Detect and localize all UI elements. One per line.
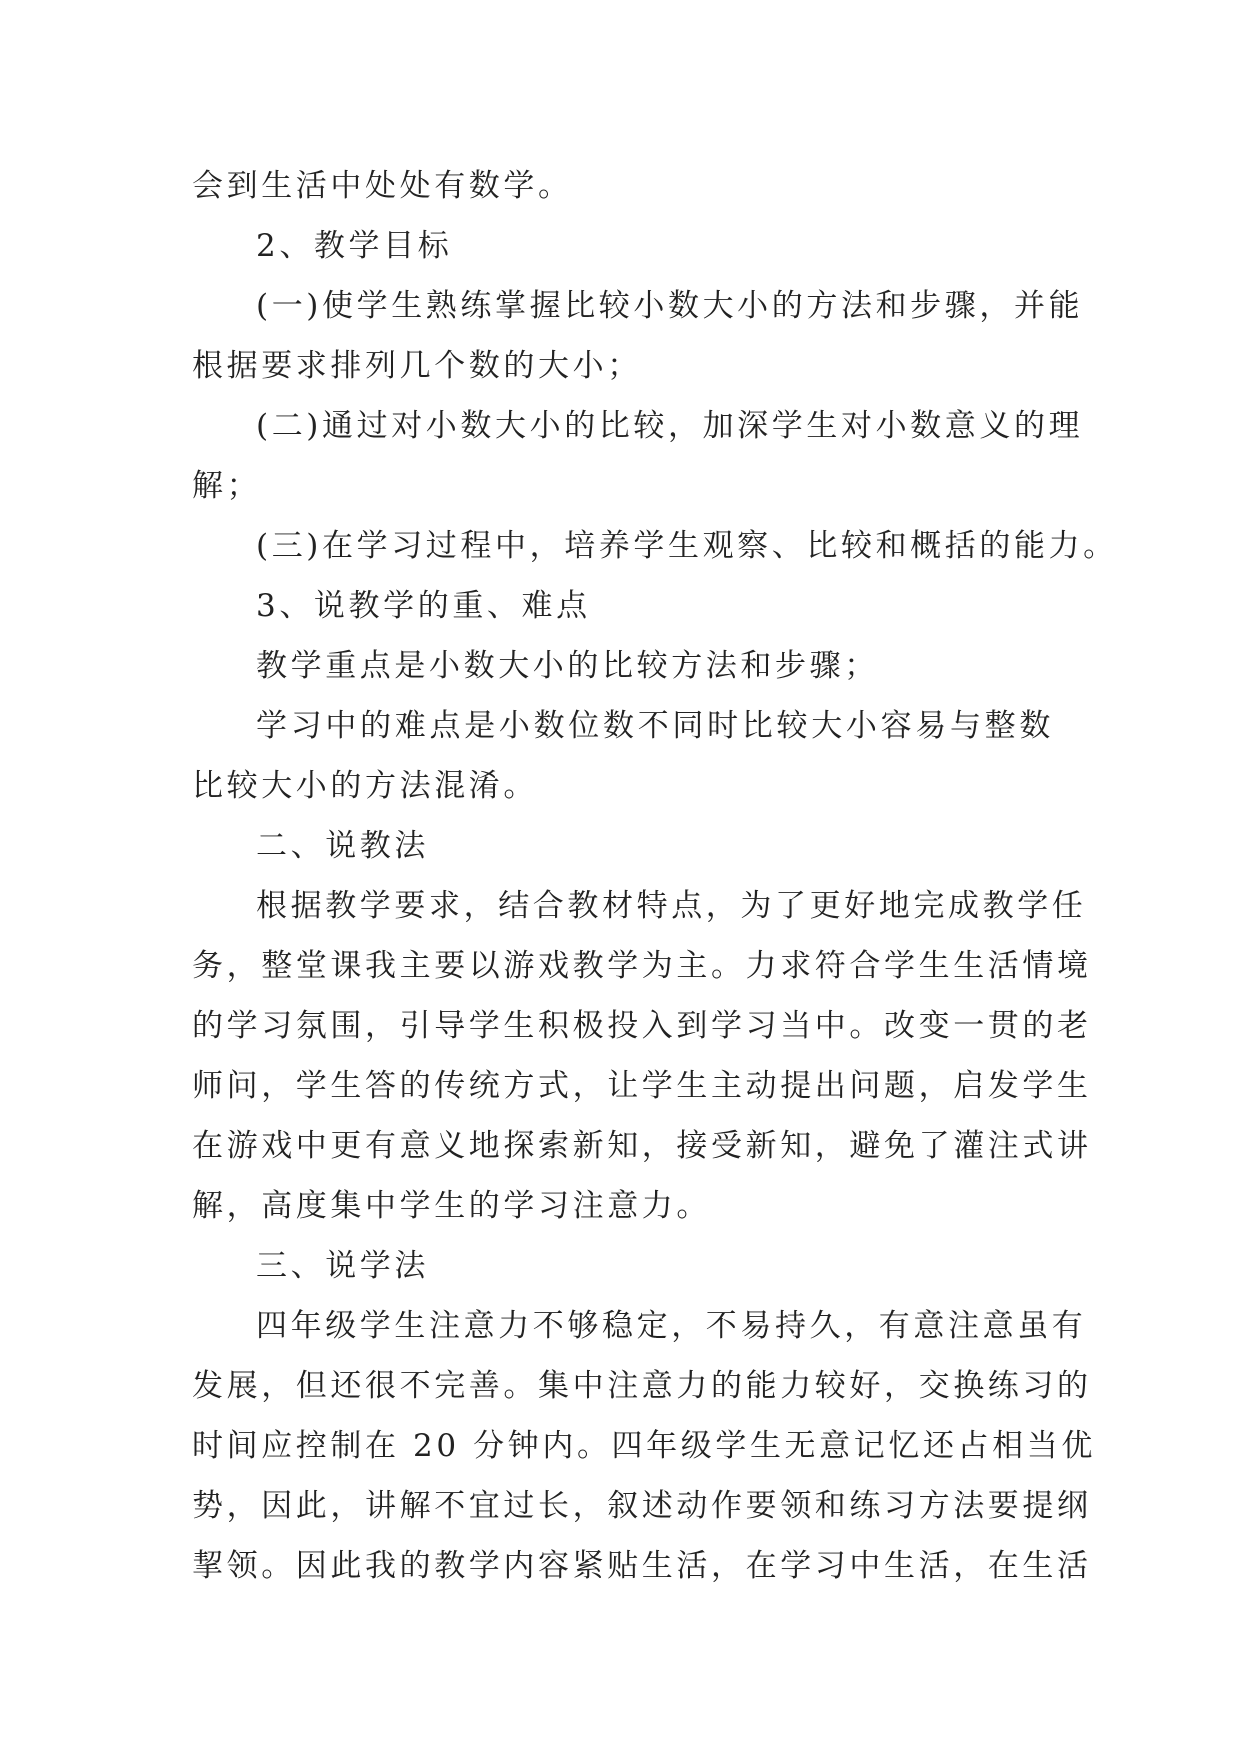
teaching-method-line-3: 的学习氛围，引导学生积极投入到学习当中。改变一贯的老 [192, 1008, 1092, 1044]
teaching-method-line-5: 在游戏中更有意义地探索新知，接受新知，避免了灌注式讲 [192, 1128, 1092, 1164]
key-point-text: 教学重点是小数大小的比较方法和步骤； [256, 648, 879, 684]
section-heading-teaching-objectives: 2、教学目标 [256, 228, 453, 264]
learning-method-line-5: 挈领。因此我的教学内容紧贴生活，在学习中生活，在生活 [192, 1548, 1092, 1584]
learning-method-line-3: 时间应控制在 20 分钟内。四年级学生无意记忆还占相当优 [192, 1428, 1096, 1464]
learning-method-line-4: 势，因此，讲解不宜过长，叙述动作要领和练习方法要提纲 [192, 1488, 1092, 1524]
objective-two-line-2: 解； [192, 468, 262, 504]
teaching-method-line-2: 务，整堂课我主要以游戏教学为主。力求符合学生生活情境 [192, 948, 1092, 984]
objective-one-line-1: (一)使学生熟练掌握比较小数大小的方法和步骤，并能 [256, 288, 1084, 324]
difficult-point-line-2: 比较大小的方法混淆。 [192, 768, 538, 804]
section-heading-key-points: 3、说教学的重、难点 [256, 588, 591, 624]
objective-two-line-1: (二)通过对小数大小的比较，加深学生对小数意义的理 [256, 408, 1084, 444]
learning-method-line-1: 四年级学生注意力不够稳定，不易持久，有意注意虽有 [256, 1308, 1087, 1344]
section-heading-teaching-method: 二、说教法 [256, 828, 429, 864]
teaching-method-line-6: 解，高度集中学生的学习注意力。 [192, 1188, 711, 1224]
teaching-method-line-1: 根据教学要求，结合教材特点，为了更好地完成教学任 [256, 888, 1087, 924]
text-line-continuation: 会到生活中处处有数学。 [192, 168, 573, 204]
difficult-point-line-1: 学习中的难点是小数位数不同时比较大小容易与整数 [256, 708, 1054, 744]
section-heading-learning-method: 三、说学法 [256, 1248, 429, 1284]
learning-method-line-2: 发展，但还很不完善。集中注意力的能力较好，交换练习的 [192, 1368, 1092, 1404]
document-body [192, 156, 1118, 1596]
objective-one-line-2: 根据要求排列几个数的大小； [192, 348, 642, 384]
objective-three: (三)在学习过程中，培养学生观察、比较和概括的能力。 [256, 528, 1118, 564]
teaching-method-line-4: 师问，学生答的传统方式，让学生主动提出问题，启发学生 [192, 1068, 1092, 1104]
